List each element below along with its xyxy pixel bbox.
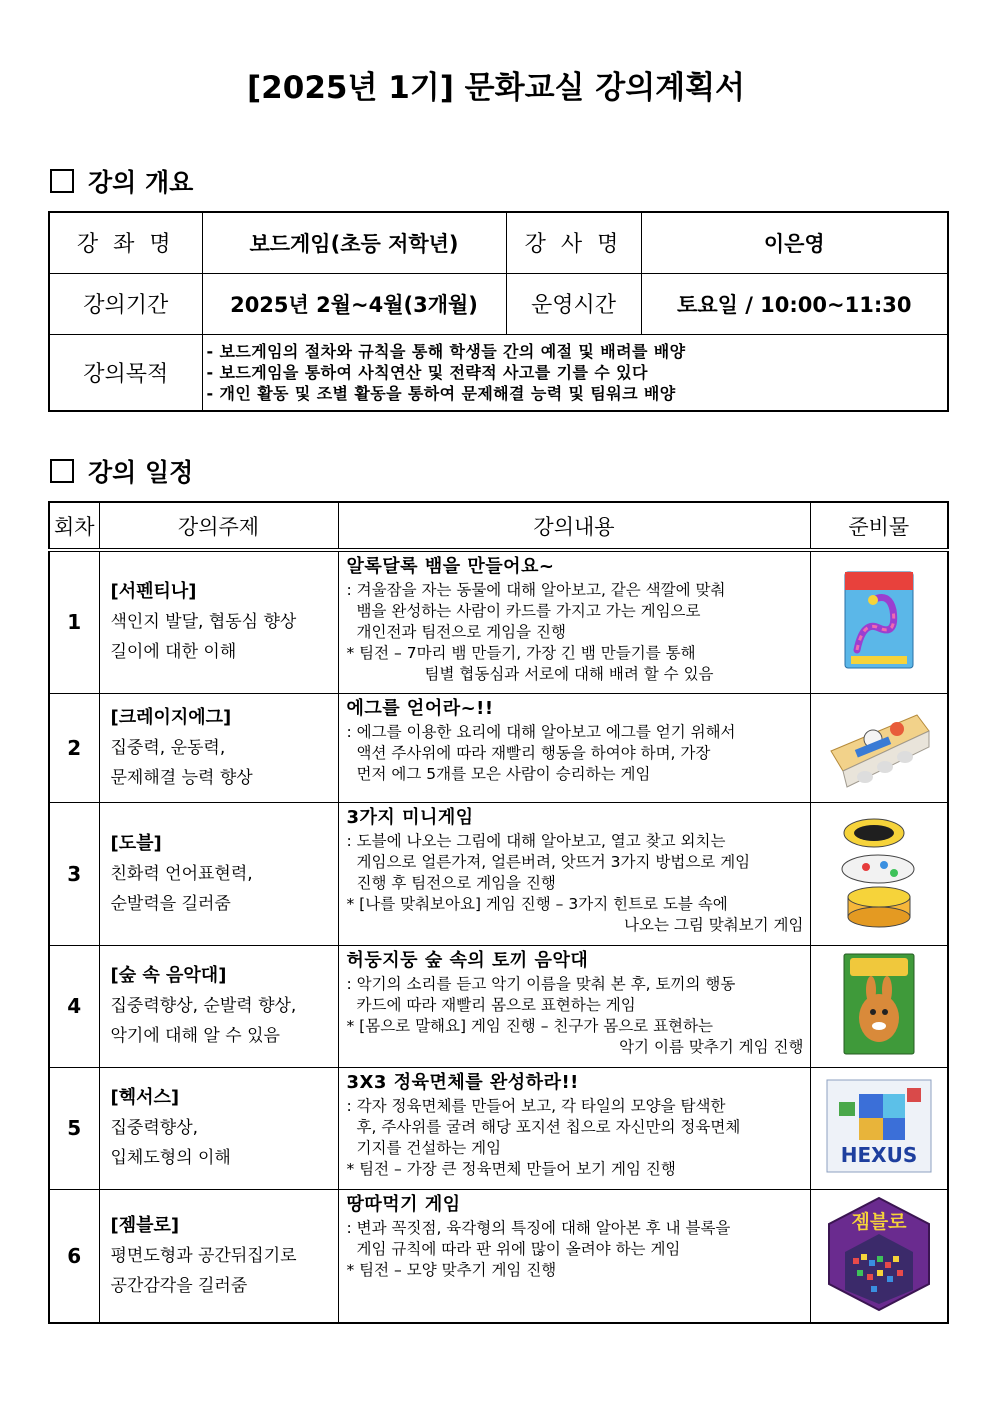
- table-row: [49, 1067, 948, 1189]
- overview-table: [48, 211, 949, 412]
- goal-item: - 보드게임의 절차와 규칙을 통해 학생들 간의 예절 및 배려를 배양: [206, 341, 686, 361]
- content-title: 허둥지둥 숲 속의 토끼 음악대: [346, 949, 589, 971]
- content-line: : 겨울잠을 자는 동물에 대해 알아보고, 같은 색깔에 맞춰: [346, 581, 726, 599]
- table-row: [49, 802, 948, 945]
- checkbox-square-icon: [50, 459, 74, 483]
- goal-list: [202, 334, 948, 411]
- row-content: [338, 945, 810, 1067]
- gemblo-logo-text: 젬블로: [851, 1210, 907, 1233]
- section-heading-overview: [50, 163, 193, 199]
- content-line: : 에그를 이용한 요리에 대해 알아보고 에그를 얻기 위해서: [346, 722, 736, 741]
- topic-name: [서펜티나]: [110, 581, 197, 603]
- content-line: * 팀전 – 가장 큰 정육면체 만들어 보기 게임 진행: [346, 1159, 676, 1178]
- materials-cell: [810, 693, 948, 802]
- content-line: : 도블에 나오는 그림에 대해 알아보고, 열고 찾고 외치는: [346, 831, 726, 850]
- content-line: 개인전과 팀전으로 게임을 진행: [356, 623, 566, 641]
- time-label: 운영시간: [506, 273, 641, 334]
- topic-line: 친화력 언어표현력,: [110, 863, 253, 884]
- table-row: [49, 1189, 948, 1323]
- topic-line: 악기에 대해 알 수 있음: [110, 1026, 280, 1046]
- row-content: [338, 1189, 810, 1323]
- row-topic: [99, 550, 338, 693]
- goal-item: - 보드게임을 통하여 사칙연산 및 전략적 사고를 기를 수 있다: [206, 362, 648, 382]
- course-value: 보드게임(초등 저학년): [202, 212, 506, 273]
- row-number: 1: [49, 550, 99, 693]
- topic-line: 평면도형과 공간뒤집기로: [110, 1245, 297, 1266]
- content-line: 게임으로 얼른가져, 얼른버려, 앗뜨거 3가지 방법으로 게임: [356, 852, 751, 871]
- topic-line: 공간감각을 길러줌: [110, 1275, 248, 1296]
- overview-heading: 강의 개요: [88, 168, 194, 197]
- content-line: 액션 주사위에 따라 재빨리 행동을 하여야 하며, 가장: [356, 743, 711, 762]
- content-line: 기지를 건설하는 게임: [356, 1138, 502, 1157]
- schedule-table: [48, 501, 949, 1324]
- checkbox-square-icon: [50, 169, 74, 193]
- table-row: [49, 945, 948, 1067]
- row-content: [338, 550, 810, 693]
- topic-line: 입체도형의 이해: [110, 1148, 231, 1168]
- topic-line: 색인지 발달, 협동심 향상: [110, 612, 297, 633]
- row-topic: [99, 802, 338, 945]
- content-line: 팀별 협동심과 서로에 대해 배려 할 수 있음: [424, 665, 714, 683]
- content-title: 땅따먹기 게임: [346, 1193, 461, 1215]
- header-round: 회차: [49, 502, 99, 550]
- header-materials: 준비물: [810, 502, 948, 550]
- content-line: 나오는 그림 맞춰보기 게임: [624, 915, 804, 934]
- content-line: 악기 이름 맞추기 게임 진행: [619, 1037, 804, 1056]
- time-value: 토요일 / 10:00~11:30: [641, 273, 948, 334]
- topic-line: 길이에 대한 이해: [110, 642, 237, 663]
- goal-label: 강의목적: [49, 334, 202, 411]
- row-number: 6: [49, 1189, 99, 1323]
- materials-cell: [810, 1067, 948, 1189]
- header-topic: 강의주제: [99, 502, 338, 550]
- topic-name: [헥서스]: [110, 1087, 180, 1108]
- topic-line: 순발력을 길러줌: [110, 893, 231, 914]
- content-line: 카드에 따라 재빨리 몸으로 표현하는 게임: [356, 995, 636, 1014]
- row-content: [338, 693, 810, 802]
- materials-cell: [810, 945, 948, 1067]
- row-number: 4: [49, 945, 99, 1067]
- gemblo-box-icon: [821, 1194, 937, 1314]
- materials-cell: [810, 550, 948, 693]
- materials-cell: [810, 1189, 948, 1323]
- row-content: [338, 1067, 810, 1189]
- topic-name: [크레이지에그]: [110, 706, 232, 728]
- content-line: 게임 규칙에 따라 판 위에 많이 올려야 하는 게임: [356, 1239, 681, 1258]
- row-topic: [99, 1189, 338, 1323]
- table-header-row: [49, 502, 948, 550]
- content-title: 3X3 정육면체를 완성하라!!: [346, 1071, 579, 1093]
- schedule-heading: 강의 일정: [88, 458, 194, 487]
- topic-name: [도블]: [110, 832, 162, 854]
- topic-line: 집중력향상, 순발력 향상,: [110, 996, 297, 1016]
- content-title: 3가지 미니게임: [346, 806, 474, 828]
- dobble-tins-icon: [834, 813, 924, 931]
- hexus-logo-text: HEXUS: [840, 1143, 917, 1167]
- topic-line: 집중력향상,: [110, 1118, 199, 1138]
- row-content: [338, 802, 810, 945]
- table-row: [49, 693, 948, 802]
- materials-cell: [810, 802, 948, 945]
- page-title: [2025년 1기] 문화교실 강의계획서: [247, 70, 745, 106]
- topic-line: 문제해결 능력 향상: [110, 767, 253, 788]
- content-line: 진행 후 팀전으로 게임을 진행: [356, 873, 556, 892]
- period-label: 강의기간: [49, 273, 202, 334]
- topic-line: 집중력, 운동력,: [110, 737, 226, 758]
- content-line: : 악기의 소리를 듣고 악기 이름을 맞춰 본 후, 토끼의 행동: [346, 974, 736, 993]
- content-line: * 팀전 – 모양 맞추기 게임 진행: [346, 1260, 557, 1279]
- content-line: : 변과 꼭짓점, 육각형의 특징에 대해 알아본 후 내 블록을: [346, 1218, 731, 1237]
- content-line: * [나를 맞춰보아요] 게임 진행 – 3가지 힌트로 도블 속에: [346, 894, 728, 913]
- header-content: 강의내용: [338, 502, 810, 550]
- topic-name: [숲 속 음악대]: [110, 965, 227, 986]
- content-line: * [몸으로 말해요] 게임 진행 – 친구가 몸으로 표현하는: [346, 1016, 713, 1035]
- instructor-value: 이은영: [641, 212, 948, 273]
- row-topic: [99, 693, 338, 802]
- table-row: [49, 550, 948, 693]
- instructor-label: 강 사 명: [506, 212, 641, 273]
- period-value: 2025년 2월~4월(3개월): [202, 273, 506, 334]
- hexus-box-icon: [825, 1078, 933, 1174]
- content-title: 에그를 얻어라~!!: [346, 697, 494, 719]
- content-line: * 팀전 – 7마리 뱀 만들기, 가장 긴 뱀 만들기를 통해: [346, 644, 696, 662]
- row-number: 5: [49, 1067, 99, 1189]
- content-line: 후, 주사위를 굴려 해당 포지션 칩으로 자신만의 정육면체: [356, 1117, 741, 1136]
- row-topic: [99, 1067, 338, 1189]
- content-line: 뱀을 완성하는 사람이 카드를 가지고 가는 게임으로: [356, 602, 701, 620]
- topic-name: [젬블로]: [110, 1214, 180, 1236]
- content-title: 알록달록 뱀을 만들어요~: [346, 556, 555, 577]
- content-line: : 각자 정육면체를 만들어 보고, 각 타일의 모양을 탐색한: [346, 1096, 726, 1115]
- content-line: 먼저 에그 5개를 모은 사람이 승리하는 게임: [356, 764, 651, 783]
- serpentina-box-icon: [843, 570, 915, 670]
- course-label: 강 좌 명: [49, 212, 202, 273]
- row-topic: [99, 945, 338, 1067]
- crazy-egg-box-icon: [825, 701, 933, 791]
- section-heading-schedule: [50, 453, 193, 489]
- forest-band-box-icon: [842, 952, 916, 1056]
- row-number: 3: [49, 802, 99, 945]
- row-number: 2: [49, 693, 99, 802]
- goal-item: - 개인 활동 및 조별 활동을 통하여 문제해결 능력 및 팀워크 배양: [206, 383, 676, 403]
